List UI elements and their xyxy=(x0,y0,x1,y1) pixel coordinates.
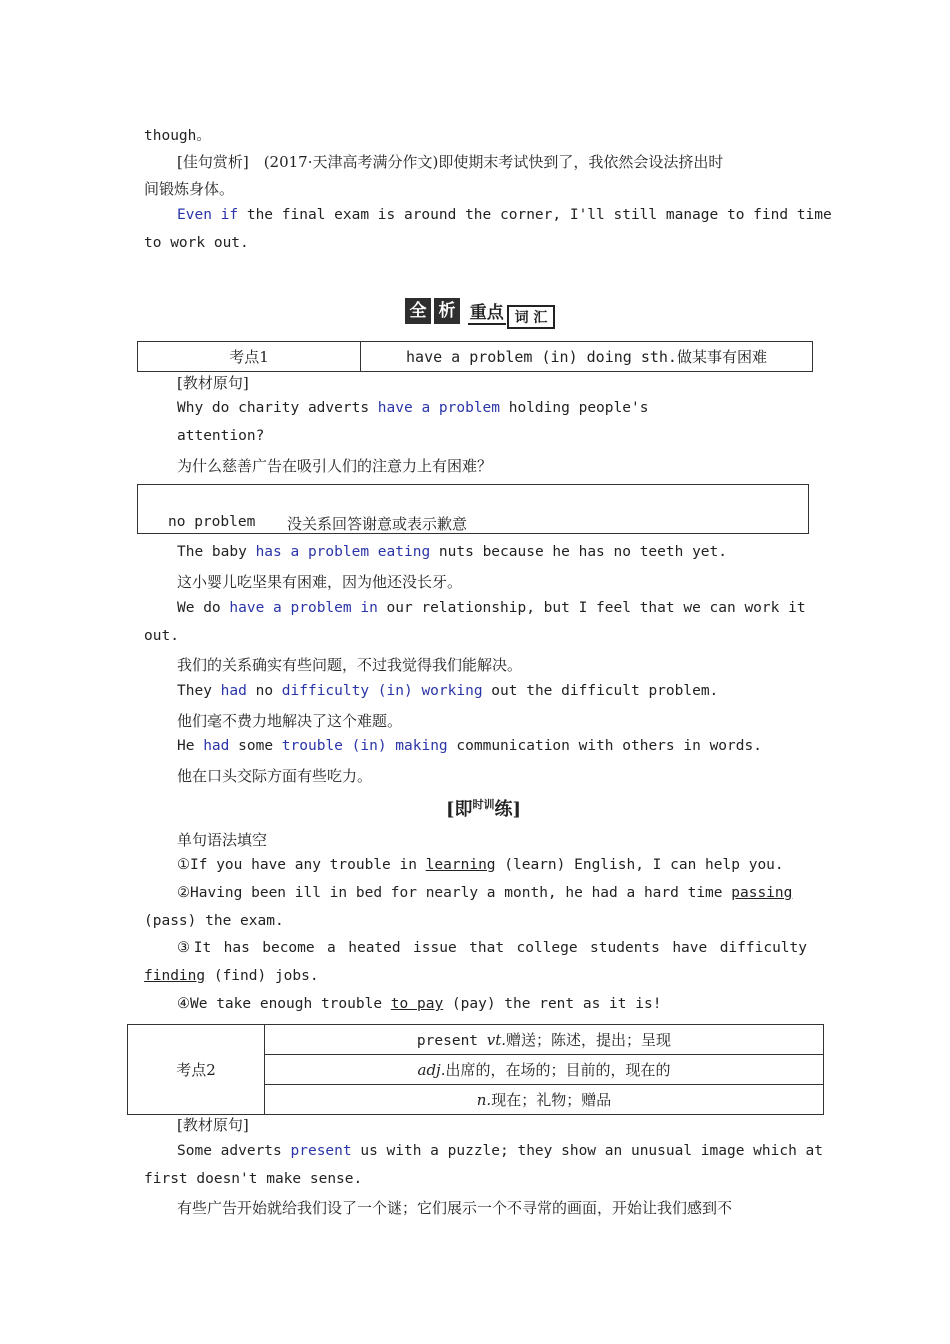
practice-title: [即$^{时训}$练] xyxy=(446,798,522,820)
note-term: no problem xyxy=(168,514,256,530)
banner-title: 重点 xyxy=(469,303,504,323)
text-line: 为什么慈善广告在吸引人们的注意力上有困难？ xyxy=(177,457,493,475)
banner-char: 析 xyxy=(434,298,460,324)
question-4: ④We take enough trouble to pay (pay) the rent as it is! xyxy=(177,996,662,1012)
example-line: The baby has a problem eating nuts because he has no teeth yet. xyxy=(177,544,727,560)
example-line: We do have a problem in our relationship, but I feel that we can work it xyxy=(177,600,806,616)
text-line: Even if the final exam is around the corner, I'll still manage to find time xyxy=(177,207,832,223)
question-1: ①If you have any trouble in learning (learn) English, I can help you. xyxy=(177,857,784,873)
example-line: He had some trouble (in) making communication with others in words. xyxy=(177,738,762,754)
text-line: 有些广告开始就给我们设了一个谜；它们展示一个不寻常的画面，开始让我们感到不 xyxy=(177,1199,733,1217)
question-2-cont: (pass) the exam. xyxy=(144,913,284,929)
text-line: first doesn't make sense. xyxy=(144,1171,363,1187)
example-line: 他们毫不费力地解决了这个难题。 xyxy=(177,712,403,730)
text-line: [佳句赏析] (2017·天津高考满分作文)即使期末考试快到了，我依然会设法挤出时 xyxy=(177,153,724,171)
key-point-title: have a problem (in) doing sth.做某事有困难 xyxy=(361,342,813,372)
banner-char: 全 xyxy=(405,298,431,324)
example-line: out. xyxy=(144,628,179,644)
key-point-1-table xyxy=(137,341,813,372)
question-3: ③It has become a heated issue that college students have difficulty xyxy=(177,940,807,956)
example-line: They had no difficulty (in) working out the difficult problem. xyxy=(177,683,719,699)
key-point-label: 考点2 xyxy=(128,1025,265,1115)
meaning-row: adj.出席的，在场的；目前的，现在的 xyxy=(265,1055,824,1085)
key-point-label: 考点1 xyxy=(138,342,361,372)
text-line: attention? xyxy=(177,428,265,444)
banner-subtitle: 词 汇 xyxy=(507,305,556,329)
example-line: 我们的关系确实有些问题，不过我觉得我们能解决。 xyxy=(177,656,523,674)
text-line: Some adverts present us with a puzzle; they show an unusual image which at xyxy=(177,1143,824,1159)
text-line: Why do charity adverts have a problem holding people's xyxy=(177,400,649,416)
source-tag: [教材原句] xyxy=(177,1116,249,1134)
example-line: 他在口头交际方面有些吃力。 xyxy=(177,767,373,785)
meaning-row: present vt.赠送；陈述，提出；呈现 xyxy=(265,1025,824,1055)
question-2: ②Having been ill in bed for nearly a month, he had a hard time passing xyxy=(177,885,793,901)
practice-heading: 单句语法填空 xyxy=(177,831,268,849)
source-tag: [教材原句] xyxy=(177,374,249,392)
section-banner xyxy=(405,298,555,328)
meaning-row: n.现在；礼物；赠品 xyxy=(265,1085,824,1115)
text-line: though。 xyxy=(144,128,211,144)
key-point-2-table xyxy=(127,1024,824,1115)
note-definition: 没关系回答谢意或表示歉意 xyxy=(287,515,468,533)
question-3-cont: finding (find) jobs. xyxy=(144,968,319,984)
example-line: 这小婴儿吃坚果有困难，因为他还没长牙。 xyxy=(177,573,463,591)
text-line: to work out. xyxy=(144,235,249,251)
text-line: 间锻炼身体。 xyxy=(144,180,235,198)
